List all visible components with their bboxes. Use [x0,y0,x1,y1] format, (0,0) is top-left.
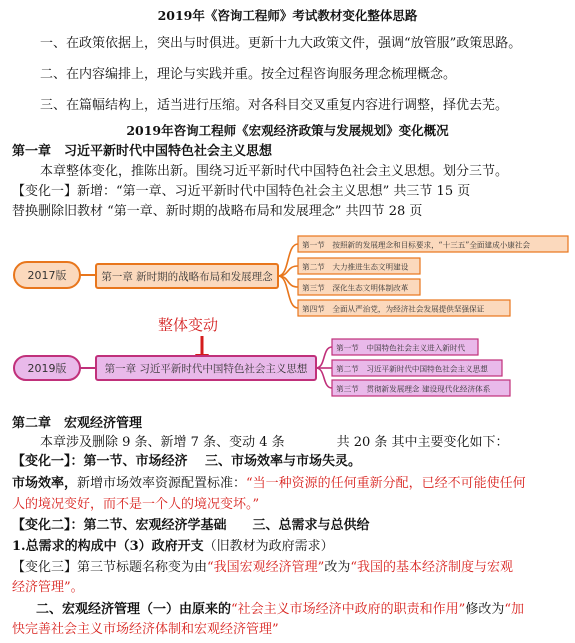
new-branches [316,347,332,388]
new-chapter-node [96,356,316,380]
intro-point-1: 一、在政策依据上，突出与时俱进。更新十九大政策文件，强调“放管服”政策思路。 [40,36,522,51]
new-section-3 [332,380,510,396]
chapter-change-diagram [0,232,575,410]
intro-point-3: 三、在篇幅结构上，适当进行压缩。对各科目交叉重复内容进行调整，择优去芜。 [40,98,509,113]
old-section-2 [298,258,420,274]
item2-line1 [12,600,575,619]
chapter1-change1-line1: 【变化一】新增：“第一章、习近平新时代中国特色社会主义思想” 共三节 15 页 [12,184,471,199]
chapter2-heading: 第二章 宏观经济管理 [12,416,143,431]
intro-point-2: 二、在内容编排上，理论与实践并重。按全过程咨询服务理念梳理概念。 [40,67,457,82]
new-section-1 [332,339,478,355]
demand-note: （旧教材为政府需求） [203,539,334,554]
old-section-4 [298,300,510,316]
efficiency-text: 新增市场效率资源配置标准： [77,476,247,491]
chapter1-heading: 第一章 习近平新时代中国特色社会主义思想 [12,144,273,159]
svg-text:第四节 全面从严治党，为经济社会发展提供坚强保证: 第四节 全面从严治党，为经济社会发展提供坚强保证 [302,304,485,314]
old-version-badge [14,262,80,288]
svg-text:第二节 习近平新时代中国特色社会主义思想: 第二节 习近平新时代中国特色社会主义思想 [336,364,488,374]
change3-mid: 改为 [324,560,351,575]
chapter1-change1-line2: 替换删除旧教材 “第一章、新时期的战略布局和发展理念” 共四节 28 页 [12,204,423,219]
item2-mid: 修改为 [465,602,505,617]
efficiency-line1 [12,474,568,493]
chapter1-summary: 本章整体变化，推陈出新。围绕习近平新时代中国特色社会主义思想。划分三节。 [40,164,509,179]
change-label: 整体变动 [158,316,219,334]
chapter2-summary: 本章涉及删除 9 条、新增 7 条、变动 4 条 共 20 条 其中主要变化如下： [40,435,509,450]
svg-text:第一节 按照新的发展理念和目标要求，“十三五”全面建成小康社: 第一节 按照新的发展理念和目标要求，“十三五”全面建成小康社会 [302,240,531,250]
efficiency-quote-2: 人的境况变好，而不是一个人的境况变坏。” [12,497,260,512]
change3-new-1: “我国的基本经济制度与宏观 [350,560,513,575]
efficiency-quote-1: “当一种资源的任何重新分配，已经不可能使任何 [246,476,526,491]
old-branches [278,244,298,308]
new-version-label: 2019版 [27,362,67,375]
chapter2-change2: 【变化二】：第二节、宏观经济学基础 三、总需求与总供给 [12,518,370,533]
old-chapter-label: 第一章 新时期的战略布局和发展理念 [101,271,273,283]
new-section-2 [332,360,502,376]
efficiency-label: 市场效率， [12,476,78,491]
demand-line [12,537,568,556]
svg-text:第一节 中国特色社会主义进入新时代: 第一节 中国特色社会主义进入新时代 [336,343,466,353]
change3-old: “我国宏观经济管理” [207,560,325,575]
item2-new-1: “加 [504,602,524,617]
change3-prefix: 【变化三】第三节标题名称变为由 [12,560,208,575]
old-section-1 [298,236,568,252]
svg-text:第二节 大力推进生态文明建设: 第二节 大力推进生态文明建设 [302,262,409,272]
old-chapter-node [96,264,278,288]
new-chapter-label: 第一章 习近平新时代中国特色社会主义思想 [104,363,308,375]
item2-prefix: 二、宏观经济管理（一）由原来的 [36,602,232,617]
svg-text:第三节 深化生态文明体制改革: 第三节 深化生态文明体制改革 [302,283,409,293]
svg-text:第三节 贯彻新发展理念 建设现代化经济体系: 第三节 贯彻新发展理念 建设现代化经济体系 [336,384,491,394]
item2-new-2: 快完善社会主义市场经济体制和宏观经济管理” [12,622,279,637]
document-subtitle: 2019年咨询工程师《宏观经济政策与发展规划》变化概况 [126,123,449,138]
new-version-badge [14,356,80,380]
old-version-label: 2017版 [27,269,67,282]
item2-old: “社会主义市场经济中政府的职责和作用” [231,602,466,617]
old-section-3 [298,279,420,295]
change3-line1 [12,558,568,577]
document-title: 2019年《咨询工程师》考试教材变化整体思路 [157,8,418,23]
chapter2-change1: 【变化一】：第一节、市场经济 三、市场效率与市场失灵。 [12,454,362,469]
change3-new-2: 经济管理”。 [12,580,84,595]
demand-heading: 1.总需求的构成中（3）政府开支 [12,539,204,554]
